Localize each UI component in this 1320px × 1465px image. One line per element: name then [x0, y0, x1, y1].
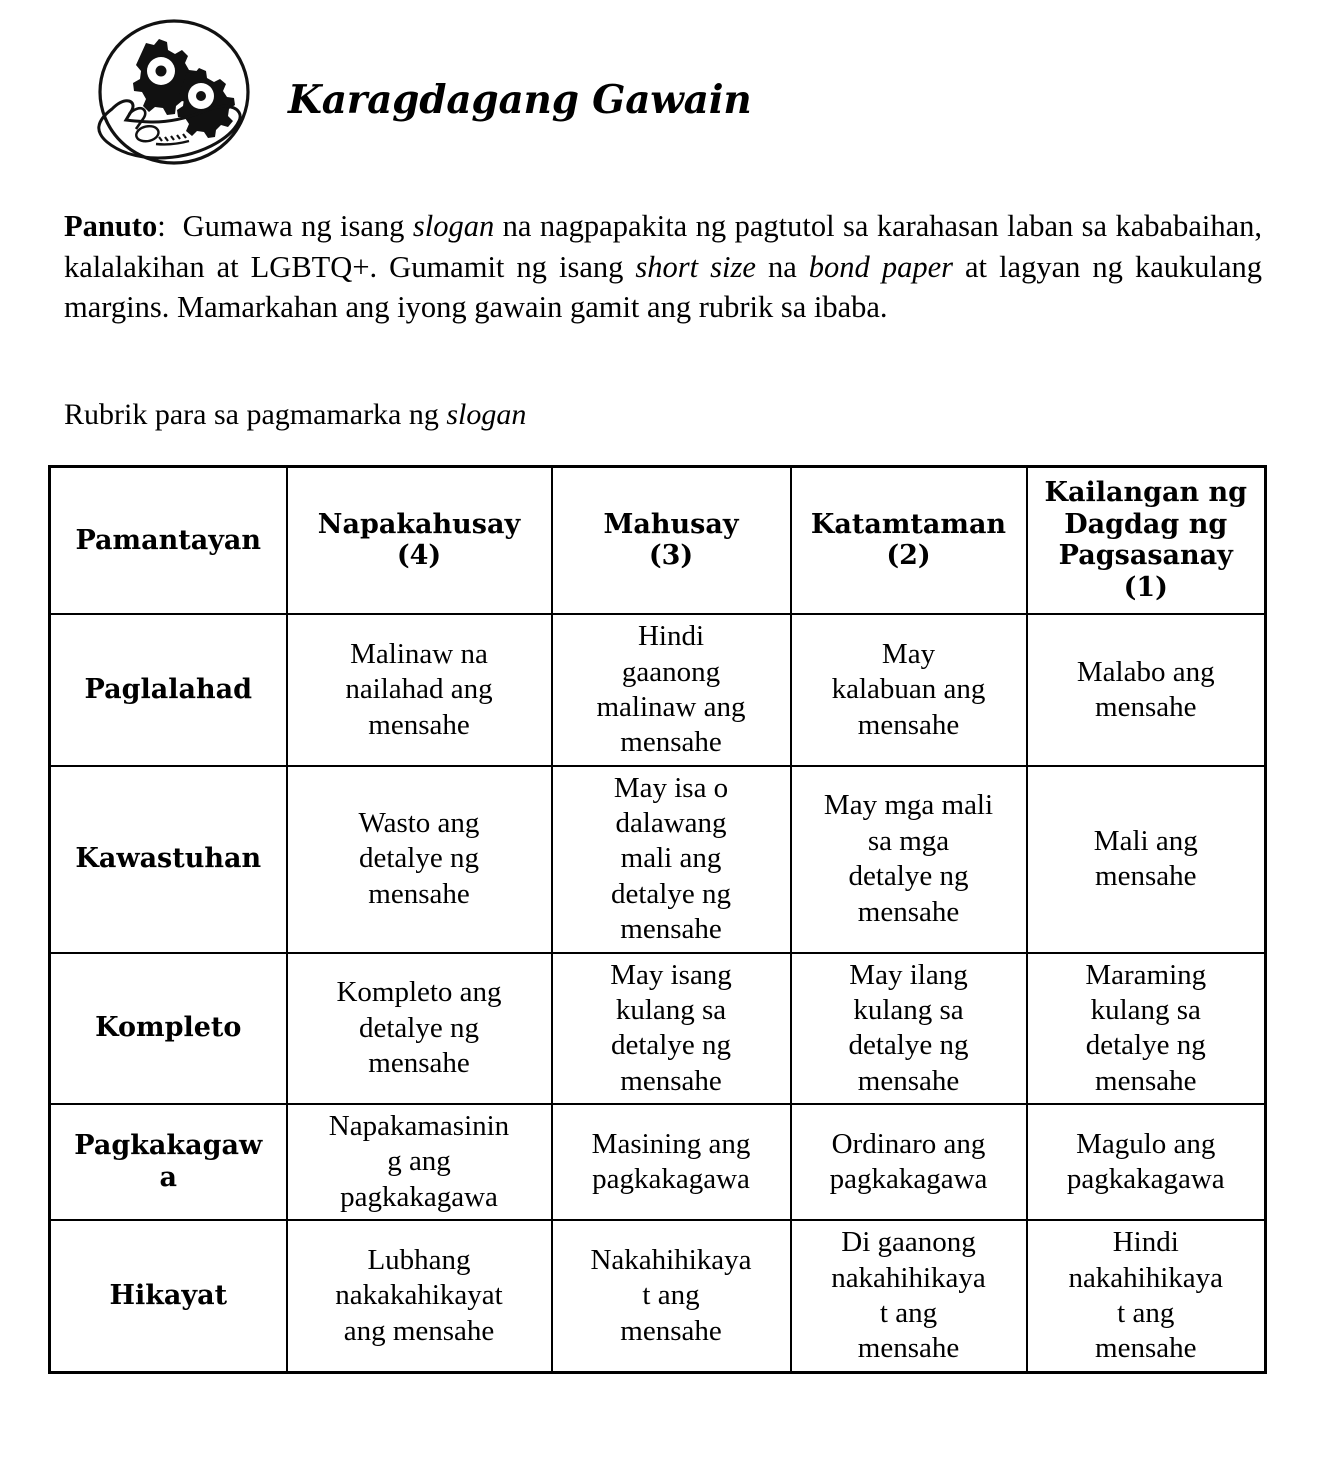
instruction-emphasis-3: bond paper: [808, 249, 953, 284]
activity-header: [0, 0, 1320, 170]
column-header-level-1: Kailangan ng Dagdag ng Pagsasanay (1): [1027, 466, 1266, 614]
gears-on-hand-icon: [88, 17, 260, 167]
descriptor-cell: May kalabuan ang mensahe: [791, 614, 1027, 766]
descriptor-cell: Maraming kulang sa detalye ng mensahe: [1027, 953, 1266, 1105]
descriptor-cell: Ordinaro ang pagkakagawa: [791, 1104, 1027, 1220]
descriptor-cell: Di gaanong nakahihikaya t ang mensahe: [791, 1220, 1027, 1372]
table-row: [50, 953, 1266, 1105]
criterion-label: Kompleto: [50, 953, 287, 1105]
rubric-caption: [64, 398, 1320, 432]
table-header-row: [50, 466, 1266, 614]
descriptor-cell: Nakahihikaya t ang mensahe: [552, 1220, 791, 1372]
descriptor-cell: Malabo ang mensahe: [1027, 614, 1266, 766]
descriptor-cell: Magulo ang pagkakagawa: [1027, 1104, 1266, 1220]
rubric-table-wrapper: [48, 465, 1264, 1374]
instruction-colon: :: [157, 209, 166, 243]
rubric-table-body: [50, 614, 1266, 1372]
descriptor-cell: Kompleto ang detalye ng mensahe: [287, 953, 552, 1105]
instruction-text-3: na: [755, 249, 809, 284]
descriptor-cell: Lubhang nakakahikayat ang mensahe: [287, 1220, 552, 1372]
rubric-caption-text: Rubrik para sa pagmamarka ng: [64, 397, 447, 431]
descriptor-cell: Malinaw na nailahad ang mensahe: [287, 614, 552, 766]
rubric-caption-emphasis: slogan: [446, 397, 527, 431]
criterion-label: Kawastuhan: [50, 766, 287, 953]
column-header-level-2: Katamtaman (2): [791, 466, 1027, 614]
table-row: [50, 1104, 1266, 1220]
descriptor-cell: May isang kulang sa detalye ng mensahe: [552, 953, 791, 1105]
instruction-label: Panuto: [64, 209, 158, 243]
instruction-text-2: na nagpapakita ng pagtutol sa karahasan laban sa kababaihan, kalalakihan at LGBTQ+. Gumamit ng isang: [64, 209, 1263, 284]
table-row: [50, 1220, 1266, 1372]
instruction-emphasis-2: short size: [635, 249, 756, 284]
column-header-level-3: Mahusay (3): [552, 466, 791, 614]
instruction-text-4: at lagyan ng kaukulang margins. Mamarkahan ang iyong gawain gamit ang rubrik sa ibaba.: [64, 249, 1262, 325]
descriptor-cell: Wasto ang detalye ng mensahe: [287, 766, 552, 953]
descriptor-cell: Mali ang mensahe: [1027, 766, 1266, 953]
descriptor-cell: Masining ang pagkakagawa: [552, 1104, 791, 1220]
criterion-label: Paglalahad: [50, 614, 287, 766]
column-header-criterion: Pamantayan: [50, 466, 287, 614]
descriptor-cell: May ilang kulang sa detalye ng mensahe: [791, 953, 1027, 1105]
rubric-table-head: [50, 466, 1266, 614]
instruction-paragraph: [64, 206, 1262, 328]
instruction-emphasis-1: slogan: [412, 209, 495, 243]
descriptor-cell: Hindi gaanong malinaw ang mensahe: [552, 614, 791, 766]
criterion-label: Hikayat: [50, 1220, 287, 1372]
descriptor-cell: Hindi nakahihikaya t ang mensahe: [1027, 1220, 1266, 1372]
descriptor-cell: May mga mali sa mga detalye ng mensahe: [791, 766, 1027, 953]
descriptor-cell: May isa o dalawang mali ang detalye ng mensahe: [552, 766, 791, 953]
table-row: [50, 614, 1266, 766]
column-header-level-4: Napakahusay (4): [287, 466, 552, 614]
rubric-table: [48, 465, 1267, 1374]
instruction-text-1: Gumawa ng isang: [182, 209, 413, 243]
criterion-label: Pagkakagaw a: [50, 1104, 287, 1220]
page-title: Karagdagang Gawain: [288, 77, 752, 123]
table-row: [50, 766, 1266, 953]
descriptor-cell: Napakamasinin g ang pagkakagawa: [287, 1104, 552, 1220]
